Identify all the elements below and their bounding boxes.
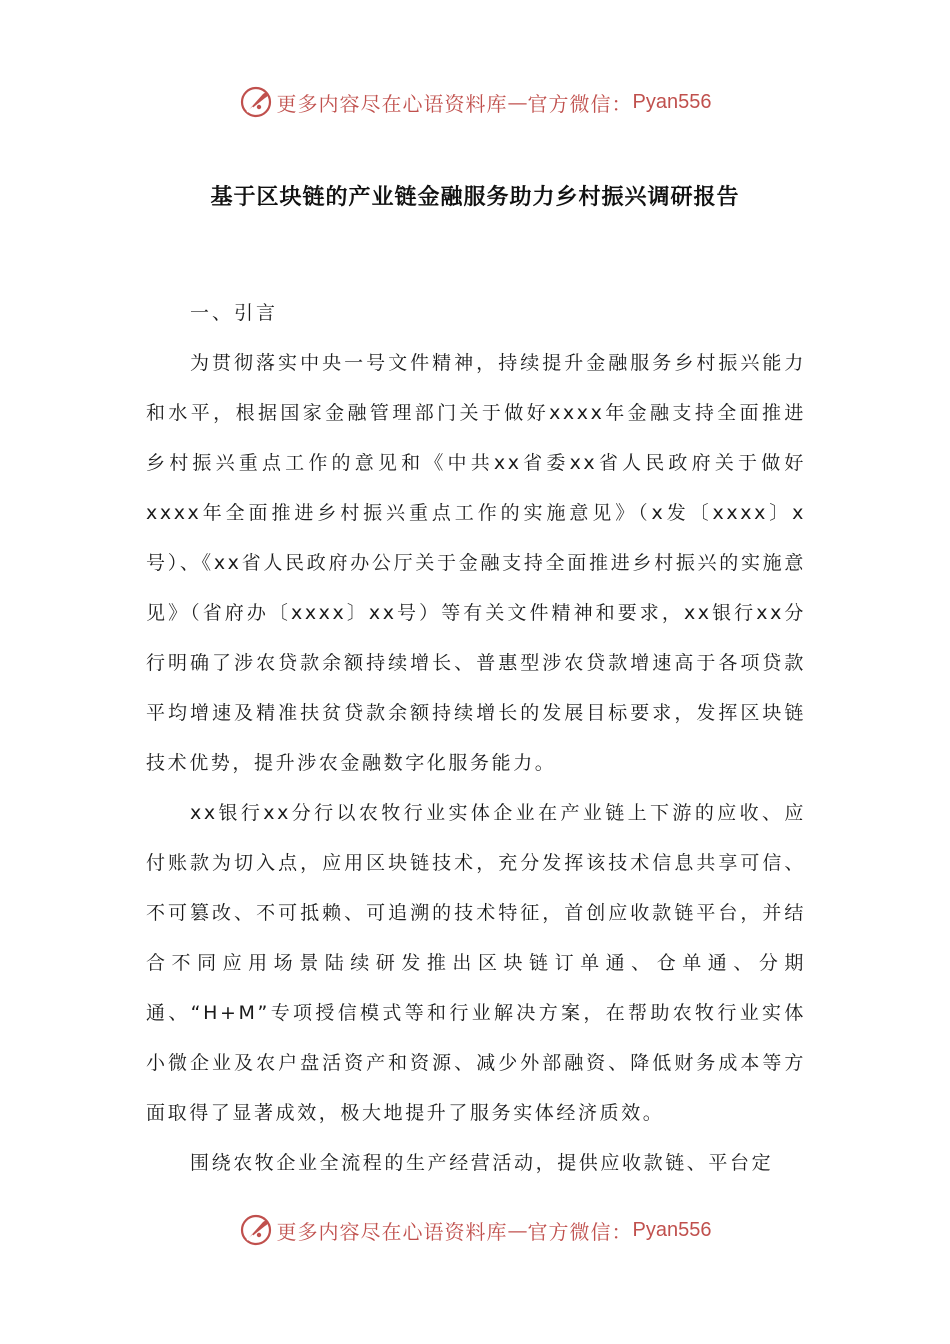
paragraph-2: xx银行xx分行以农牧行业实体企业在产业链上下游的应收、应付账款为切入点，应用区块链技术，充分发挥该技术信息共享可信、不可篡改、不可抵赖、可追溯的技术特征，首创应收款链平台，并结合不同应用场景陆续研发推出区块链订单通、仓单通、分期通、“H+M”专项授信模式等和行业解决方案，在帮助农牧行业实体小微企业及农户盘活资产和资源、减少外部融资、降低财务成本等方面取得了显著成效，极大地提升了服务实体经济质效。	[146, 802, 806, 1124]
watermark-wechat-label: 官方微信：	[527, 91, 633, 116]
watermark-banner-bottom	[0, 1210, 950, 1250]
quill-logo-icon	[239, 85, 273, 119]
document-title: 基于区块链的产业链金融服务助力乡村振兴调研报告	[210, 185, 740, 210]
watermark-wechat-id: Pyan556	[632, 1218, 712, 1241]
watermark-dash: —	[507, 90, 528, 114]
quill-logo-icon	[239, 1213, 273, 1247]
section-heading: 一、引言	[190, 302, 279, 324]
paragraph-3: 围绕农牧企业全流程的生产经营活动，提供应收款链、平台定	[190, 1152, 774, 1174]
watermark-wechat-id: Pyan556	[632, 90, 712, 113]
watermark-banner-top	[0, 82, 950, 122]
watermark-main-text: 更多内容尽在心语资料库	[276, 91, 508, 116]
watermark-wechat-label: 官方微信：	[527, 1219, 633, 1244]
document-body	[146, 338, 806, 1188]
watermark-main-text: 更多内容尽在心语资料库	[276, 1219, 508, 1244]
paragraph-1: 为贯彻落实中央一号文件精神，持续提升金融服务乡村振兴能力和水平，根据国家金融管理部门关于做好xxxx年金融支持全面推进乡村振兴重点工作的意见和《中共xx省委xx省人民政府关于做好xxxx年全面推进乡村振兴重点工作的实施意见》（x发〔xxxx〕x号）、《xx省人民政府办公厅关于金融支持全面推进乡村振兴的实施意见》（省府办〔xxxx〕xx号）等有关文件精神和要求，xx银行xx分行明确了涉农贷款余额持续增长、普惠型涉农贷款增速高于各项贷款平均增速及精准扶贫贷款余额持续增长的发展目标要求，发挥区块链技术优势，提升涉农金融数字化服务能力。	[146, 352, 806, 774]
watermark-dash: —	[507, 1218, 528, 1242]
